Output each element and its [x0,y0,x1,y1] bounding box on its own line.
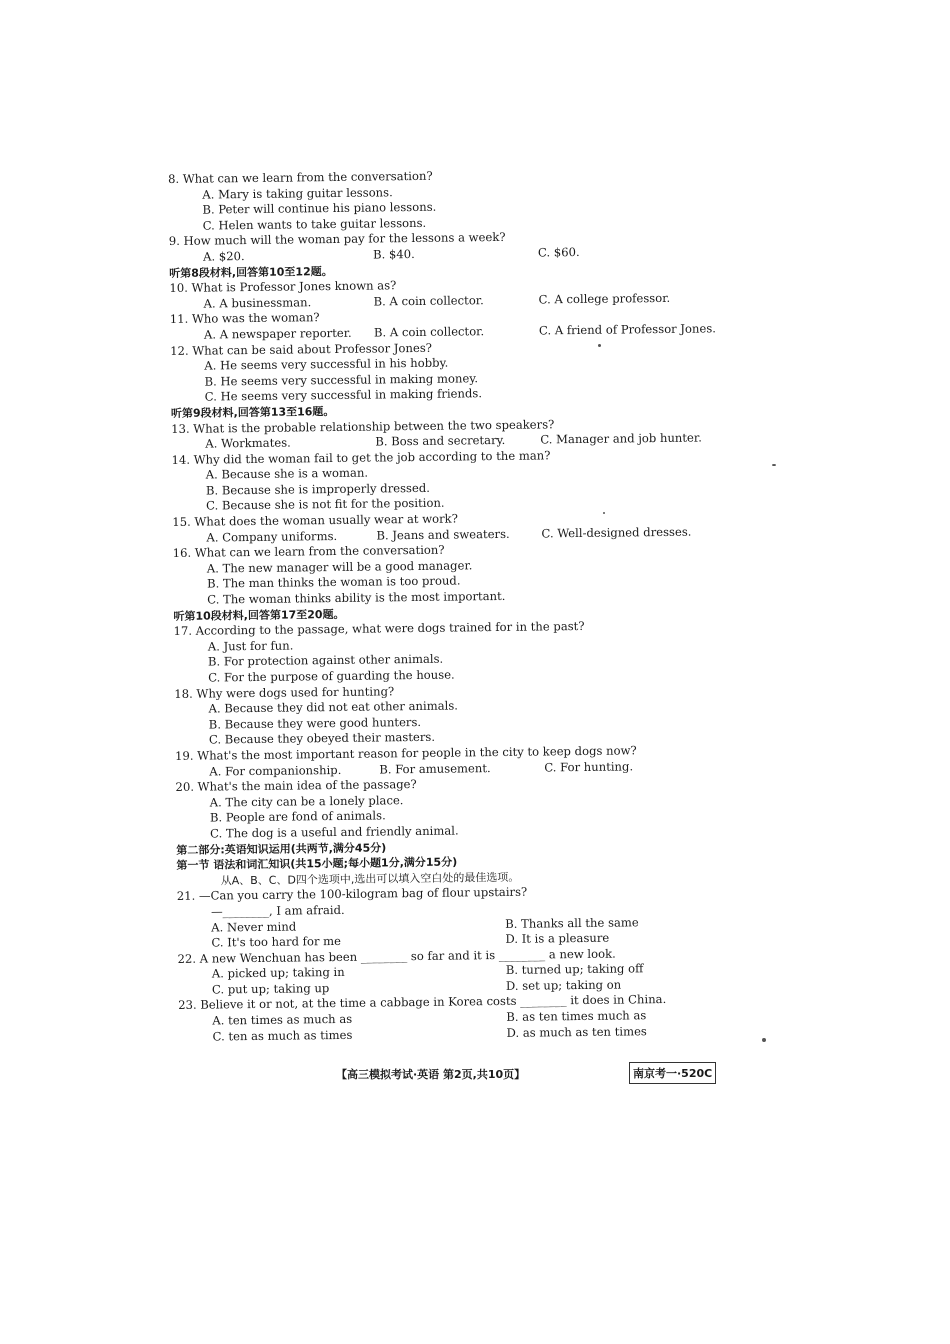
option: A. A businessman. [203,295,312,311]
option: A. Because she is a woman. [205,465,369,482]
option: A. The new manager will be a good manager. [206,558,473,576]
option: C. For hunting. [544,758,634,775]
question-stem: 19. What's the most important reason for people in the city to keep dogs now? [175,743,637,763]
question-stem: 17. According to the passage, what were dogs trained for in the past? [173,619,585,639]
scan-speck [598,344,601,347]
option: C. Well-designed dresses. [541,524,692,541]
footer-page-info: 【高三模拟考试·英语 第2页,共10页】 [336,1068,526,1081]
question-stem: 12. What can be said about Professor Jones? [170,340,433,358]
option: C. The dog is a useful and friendly animal. [209,823,459,841]
option: C. He seems very successful in making friends. [204,386,483,404]
question-stem: 23. Believe it or not, at the time a cabbage in Korea costs ________ it does in China. [178,992,667,1013]
option: B. A coin collector. [373,292,484,309]
option: C. ten as much as times [212,1027,353,1044]
option: C. The woman thinks ability is the most important. [207,588,506,607]
option: B. $40. [372,246,415,262]
option: C. A college professor. [538,290,671,307]
option: A. Because they did not eat other animals. [208,698,459,716]
option: A. $20. [202,249,245,264]
option: D. as much as ten times [506,1023,647,1040]
option: B. turned up; taking off [505,961,644,978]
option: B. Because she is improperly dressed. [205,480,431,498]
scan-speck [603,512,605,514]
question-stem: 14. Why did the woman fail to get the job according to the man? [171,448,551,467]
option: C. For the purpose of guarding the house. [208,667,455,685]
instructions: 从A、B、C、D四个选项中,选出可以填入空白处的最佳选项。 [220,870,520,888]
option: A. He seems very successful in his hobby. [204,355,449,373]
option: B. Because they were good hunters. [208,714,422,732]
question-stem-reply: —________, I am afraid. [210,902,345,919]
question-stem: 18. Why were dogs used for hunting? [174,683,395,701]
option: A. Never mind [211,918,297,935]
option: B. Boss and secretary. [375,432,506,449]
scan-speck [762,1038,766,1042]
option: B. as ten times much as [506,1008,647,1024]
option: C. Manager and job hunter. [540,430,702,447]
option: B. For amusement. [379,760,491,777]
question-stem: 22. A new Wenchuan has been ________ so far and it is ________ a new look. [177,946,616,966]
option: B. People are fond of animals. [209,808,386,825]
option: B. Thanks all the same [505,914,639,931]
option: D. It is a pleasure [505,930,610,947]
option: D. set up; taking on [505,977,622,993]
option: C. $60. [537,244,580,260]
footer-exam-code: 南京考一·520C [629,1062,716,1084]
question-stem: 9. How much will the woman pay for the lessons a week? [168,230,506,249]
option: A. A newspaper reporter. [203,325,352,342]
scan-speck [772,464,776,466]
option: A. Mary is taking guitar lessons. [202,184,393,202]
part-heading: 第二部分:英语知识运用(共两节,满分45分) [176,840,387,857]
question-stem: 16. What can we learn from the conversation? [172,542,445,561]
section-heading: 听第10段材料,回答第17至20题。 [173,607,345,623]
option: A. Workmates. [205,435,291,451]
option: A. The city can be a lonely place. [209,792,404,810]
option: B. Peter will continue his piano lessons. [202,199,437,217]
question-stem: 13. What is the probable relationship between the two speakers? [171,416,555,436]
option: C. Because they obeyed their masters. [208,730,436,747]
page-footer [0,1062,950,1084]
option: C. Helen wants to take guitar lessons. [202,215,427,233]
question-stem: 8. What can we learn from the conversation? [168,168,433,186]
question-stem: 10. What is Professor Jones known as? [169,278,397,296]
option: A. For companionship. [209,762,342,779]
option: B. The man thinks the woman is too proud. [206,573,461,591]
section-heading: 听第8段材料,回答第10至12题。 [169,264,333,280]
section-heading: 第一节 语法和词汇知识(共15小题;每小题1分,满分15分) [176,855,458,873]
option: C. Because she is not fit for the position. [205,496,445,514]
section-heading: 听第9段材料,回答第13至16题。 [170,404,335,420]
question-stem: 21. —Can you carry the 100-kilogram bag of flour upstairs? [176,884,528,904]
option: A. picked up; taking in [211,965,345,981]
question-stem: 20. What's the main idea of the passage? [175,777,417,795]
option: A. Just for fun. [207,638,294,654]
option: B. For protection against other animals. [207,652,444,669]
option: A. ten times as much as [212,1011,353,1028]
option: B. A coin collector. [373,324,485,340]
question-stem: 15. What does the woman usually wear at work? [172,511,458,530]
exam-content [168,165,739,1045]
option: A. Company uniforms. [206,528,338,545]
question-stem: 11. Who was the woman? [169,310,320,327]
option: C. It's too hard for me [211,934,342,950]
option: B. He seems very successful in making money. [204,370,479,389]
option: C. A friend of Professor Jones. [538,321,717,338]
option: B. Jeans and sweaters. [376,526,510,543]
option: C. put up; taking up [211,980,330,997]
